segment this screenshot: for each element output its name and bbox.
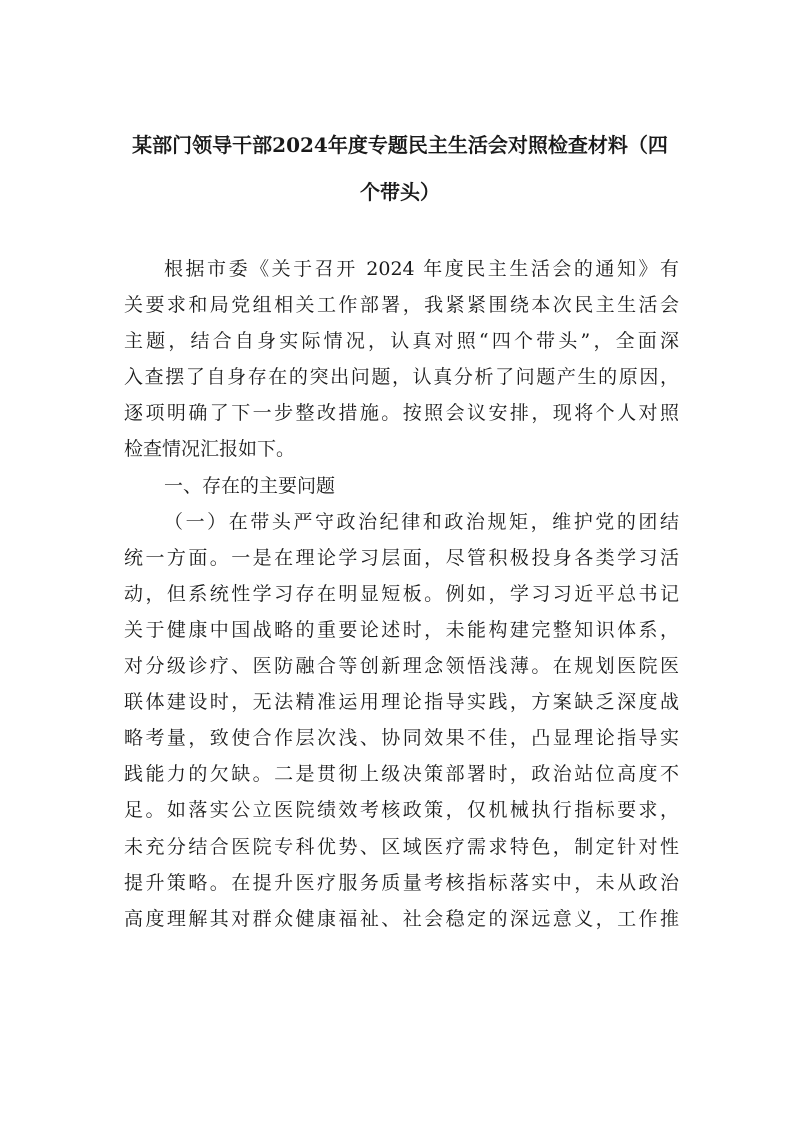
- text-line: 略考量，致使合作层次浅、协同效果不佳，凸显理论指导实: [124, 727, 679, 750]
- text-line: 未充分结合医院专科优势、区域医疗需求特色，制定针对性: [124, 835, 679, 858]
- text-line: 逐项明确了下一步整改措施。按照会议安排，现将个人对照: [124, 402, 679, 425]
- text-line: 检查情况汇报如下。: [124, 438, 296, 461]
- text-line: 足。如落实公立医院绩效考核政策，仅机械执行指标要求，: [124, 799, 679, 822]
- document-title-line-2: 个带头）: [360, 180, 440, 204]
- text-line: 动，但系统性学习存在明显短板。例如，学习习近平总书记: [124, 582, 679, 605]
- document-title-line-1: 某部门领导干部2024年度专题民主生活会对照检查材料（四: [132, 133, 668, 157]
- text-line: 根据市委《关于召开 2024 年度民主生活会的通知》有: [164, 258, 679, 280]
- text-line: 入查摆了自身存在的突出问题，认真分析了问题产生的原因，: [124, 366, 679, 389]
- text-line: 主题，结合自身实际情况，认真对照“四个带头”，全面深: [124, 330, 679, 353]
- text-line: （一）在带头严守政治纪律和政治规矩，维护党的团结: [164, 510, 679, 533]
- text-line: 统一方面。一是在理论学习层面，尽管积极投身各类学习活: [124, 546, 679, 569]
- document-body: [124, 251, 679, 937]
- text-line: 联体建设时，无法精准运用理论指导实践，方案缺乏深度战: [124, 691, 679, 714]
- text-line: 一、存在的主要问题: [164, 474, 336, 497]
- text-line: 践能力的欠缺。二是贯彻上级决策部署时，政治站位高度不: [124, 763, 679, 786]
- text-line: 高度理解其对群众健康福祉、社会稳定的深远意义，工作推: [124, 907, 679, 930]
- text-line: 对分级诊疗、医防融合等创新理念领悟浅薄。在规划医院医: [124, 655, 679, 678]
- text-line: 关于健康中国战略的重要论述时，未能构建完整知识体系，: [124, 618, 679, 641]
- text-line: 关要求和局党组相关工作部署，我紧紧围绕本次民主生活会: [124, 294, 679, 317]
- text-line: 提升策略。在提升医疗服务质量考核指标落实中，未从政治: [124, 871, 679, 894]
